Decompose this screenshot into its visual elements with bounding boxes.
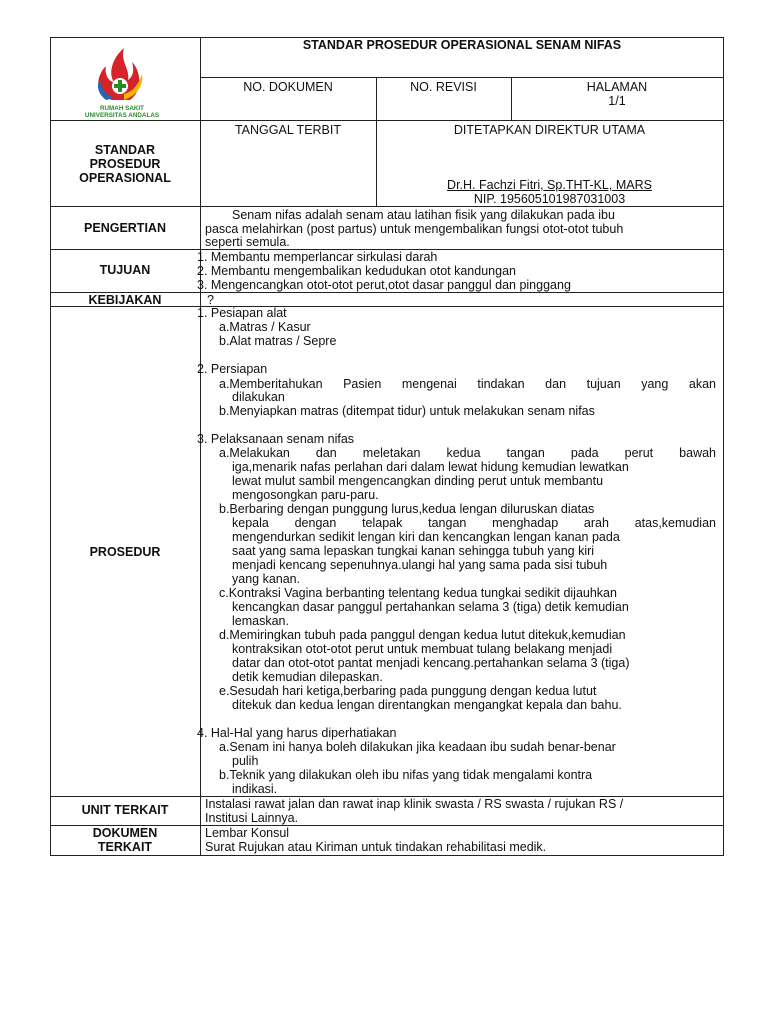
prosedur-line: a.Senam ini hanya boleh dilakukan jika keadaan ibu sudah benar-benar bbox=[219, 740, 616, 754]
hospital-logo bbox=[62, 42, 182, 120]
prosedur-heading: 2. Persiapan bbox=[197, 362, 268, 376]
dokumen-terkait-label-line2: TERKAIT bbox=[97, 840, 153, 854]
prosedur-line: yang kanan. bbox=[232, 572, 301, 586]
spo-label-line1: STANDAR bbox=[94, 143, 156, 157]
prosedur-line: mengosongkan paru-paru. bbox=[232, 488, 379, 502]
prosedur-line: menjadi kencang sepenuhnya.ulangi hal yang sama pada sisi tubuh bbox=[232, 558, 608, 572]
pengertian-line: pasca melahirkan (post partus) untuk mengembalikan fungsi otot-otot tubuh bbox=[205, 222, 624, 236]
dokumen-terkait-line: Surat Rujukan atau Kiriman untuk tindakan rehabilitasi medik. bbox=[205, 840, 547, 854]
prosedur-line: d.Memiringkan tubuh pada panggul dengan kedua lutut ditekuk,kemudian bbox=[219, 628, 626, 642]
prosedur-line: indikasi. bbox=[232, 782, 278, 796]
prosedur-line: a.Memberitahukan Pasien mengenai tindakan dan tujuan yang akan bbox=[219, 377, 716, 391]
logo-text-line1: RUMAH SAKIT bbox=[99, 105, 145, 112]
prosedur-line: ditekuk dan kedua lengan direntangkan mengangkat kepala dan bahu. bbox=[232, 698, 622, 712]
kebijakan-label: KEBIJAKAN bbox=[88, 293, 162, 307]
tanggal-terbit-label: TANGGAL TERBIT bbox=[234, 123, 342, 137]
prosedur-line: b.Menyiapkan matras (ditempat tidur) untuk melakukan senam nifas bbox=[219, 404, 595, 418]
prosedur-line: mengendurkan sedikit lengan kiri dan kencangkan lengan kanan pada bbox=[232, 530, 620, 544]
prosedur-line: saat yang sama lepaskan tungkai kanan sehingga tubuh yang kiri bbox=[232, 544, 595, 558]
pengertian-label: PENGERTIAN bbox=[84, 221, 166, 235]
prosedur-heading: 3. Pelaksanaan senam nifas bbox=[197, 432, 355, 446]
kebijakan-value: ? bbox=[207, 293, 214, 307]
prosedur-line: kepala dengan telapak tangan menghadap arah atas,kemudian bbox=[232, 516, 716, 530]
prosedur-line: dilakukan bbox=[232, 390, 285, 404]
halaman-label: HALAMAN bbox=[586, 80, 648, 94]
prosedur-line: pulih bbox=[232, 754, 259, 768]
logo-text-line2: UNIVERSITAS ANDALAS bbox=[84, 112, 160, 119]
spo-label-line2: PROSEDUR bbox=[89, 157, 161, 171]
document-title: STANDAR PROSEDUR OPERASIONAL SENAM NIFAS bbox=[302, 38, 622, 52]
unit-terkait-line: Instalasi rawat jalan dan rawat inap klinik swasta / RS swasta / rujukan RS / bbox=[205, 797, 624, 811]
prosedur-line: b.Berbaring dengan punggung lurus,kedua lengan diluruskan diatas bbox=[219, 502, 595, 516]
divider-title bbox=[200, 77, 724, 78]
no-revisi-label: NO. REVISI bbox=[410, 80, 477, 94]
prosedur-line: lemaskan. bbox=[232, 614, 289, 628]
unit-terkait-line: Institusi Lainnya. bbox=[205, 811, 299, 825]
prosedur-line: kontraksikan otot-otot perut untuk membuat tulang belakang menjadi bbox=[232, 642, 613, 656]
dokumen-terkait-label-line1: DOKUMEN bbox=[92, 826, 158, 840]
pengertian-line: Senam nifas adalah senam atau latihan fisik yang dilakukan pada ibu bbox=[232, 208, 615, 222]
tujuan-label: TUJUAN bbox=[99, 263, 151, 277]
prosedur-heading: 1. Pesiapan alat bbox=[197, 306, 287, 320]
prosedur-label: PROSEDUR bbox=[89, 545, 161, 559]
pengertian-line: seperti semula. bbox=[205, 235, 290, 249]
tujuan-item: 2. Membantu mengembalikan kedudukan otot kandungan bbox=[197, 264, 516, 278]
prosedur-line: detik kemudian dilepaskan. bbox=[232, 670, 383, 684]
prosedur-line: a.Matras / Kasur bbox=[219, 320, 311, 334]
director-nip: NIP. 195605101987031003 bbox=[473, 192, 626, 206]
spo-label-line3: OPERASIONAL bbox=[79, 171, 171, 185]
prosedur-line: lewat mulut sambil mengencangkan dinding perut untuk membantu bbox=[232, 474, 604, 488]
halaman-value: 1/1 bbox=[608, 94, 626, 108]
no-dokumen-label: NO. DOKUMEN bbox=[243, 80, 333, 94]
prosedur-line: b.Teknik yang dilakukan oleh ibu nifas yang tidak mengalami kontra bbox=[219, 768, 593, 782]
table-border-right bbox=[723, 37, 724, 856]
flame-cross-icon bbox=[62, 42, 182, 104]
tujuan-item: 3. Mengencangkan otot-otot perut,otot dasar panggul dan pinggang bbox=[197, 278, 571, 292]
prosedur-line: iga,menarik nafas perlahan dari dalam lewat hidung kemudian lewatkan bbox=[232, 460, 629, 474]
prosedur-line: c.Kontraksi Vagina berbanting telentang kedua tungkai sedikit dijauhkan bbox=[219, 586, 617, 600]
divider-spo bbox=[50, 206, 724, 207]
ditetapkan-label: DITETAPKAN DIREKTUR UTAMA bbox=[453, 123, 646, 137]
divider-header bbox=[50, 120, 724, 121]
prosedur-line: datar dan otot-otot pantat menjadi kencang.pertahankan selama 3 (tiga) bbox=[232, 656, 630, 670]
director-name: Dr.H. Fachzi Fitri, Sp.THT-KL, MARS bbox=[447, 178, 652, 192]
prosedur-line: b.Alat matras / Sepre bbox=[219, 334, 337, 348]
table-border-bottom bbox=[50, 855, 724, 856]
prosedur-line: kencangkan dasar panggul pertahankan selama 3 (tiga) detik kemudian bbox=[232, 600, 629, 614]
tujuan-item: 1. Membantu memperlancar sirkulasi darah bbox=[197, 250, 438, 264]
unit-terkait-label: UNIT TERKAIT bbox=[81, 803, 169, 817]
prosedur-heading: 4. Hal-Hal yang harus diperhatiakan bbox=[197, 726, 397, 740]
prosedur-line: e.Sesudah hari ketiga,berbaring pada punggung dengan kedua lutut bbox=[219, 684, 597, 698]
dokumen-terkait-line: Lembar Konsul bbox=[205, 826, 290, 840]
prosedur-line: a.Melakukan dan meletakan kedua tangan pada perut bawah bbox=[219, 446, 716, 460]
